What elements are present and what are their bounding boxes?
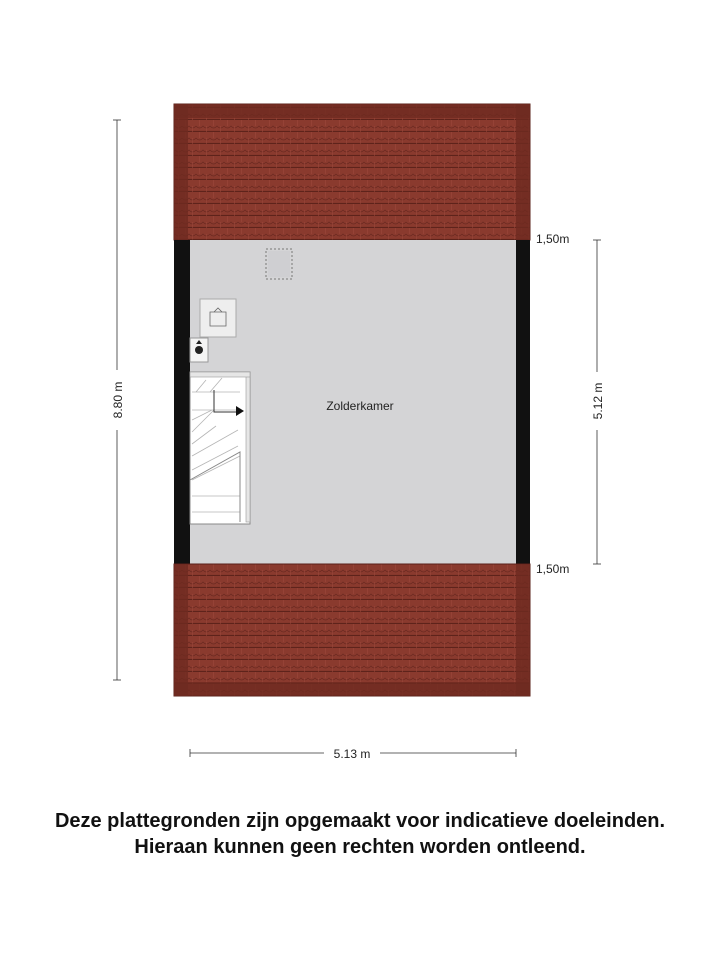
room-label: Zolderkamer xyxy=(326,399,394,413)
heater-icon xyxy=(200,299,236,337)
staircase-icon xyxy=(190,372,250,524)
skylight-icon xyxy=(266,249,292,279)
dimension-inner-height-label: 5.12 m xyxy=(591,382,605,420)
boiler-icon xyxy=(190,338,208,362)
roof-top xyxy=(174,104,530,240)
wall-left xyxy=(174,240,190,564)
dimension-total-height-label: 8.80 m xyxy=(111,381,125,419)
dimension-total-height xyxy=(111,120,125,680)
dimension-width xyxy=(190,747,516,761)
height-mark-bottom: 1,50m xyxy=(536,562,570,576)
dimension-inner-height xyxy=(591,240,605,564)
height-mark-top: 1,50m xyxy=(536,232,570,246)
dimension-width-label: 5.13 m xyxy=(333,747,371,761)
wall-right xyxy=(516,240,530,564)
disclaimer-line-1: Deze plattegronden zijn opgemaakt voor indicatieve doeleinden. xyxy=(54,810,666,832)
disclaimer-line-2: Hieraan kunnen geen rechten worden ontleend. xyxy=(134,836,586,858)
roof-bottom xyxy=(174,564,530,696)
